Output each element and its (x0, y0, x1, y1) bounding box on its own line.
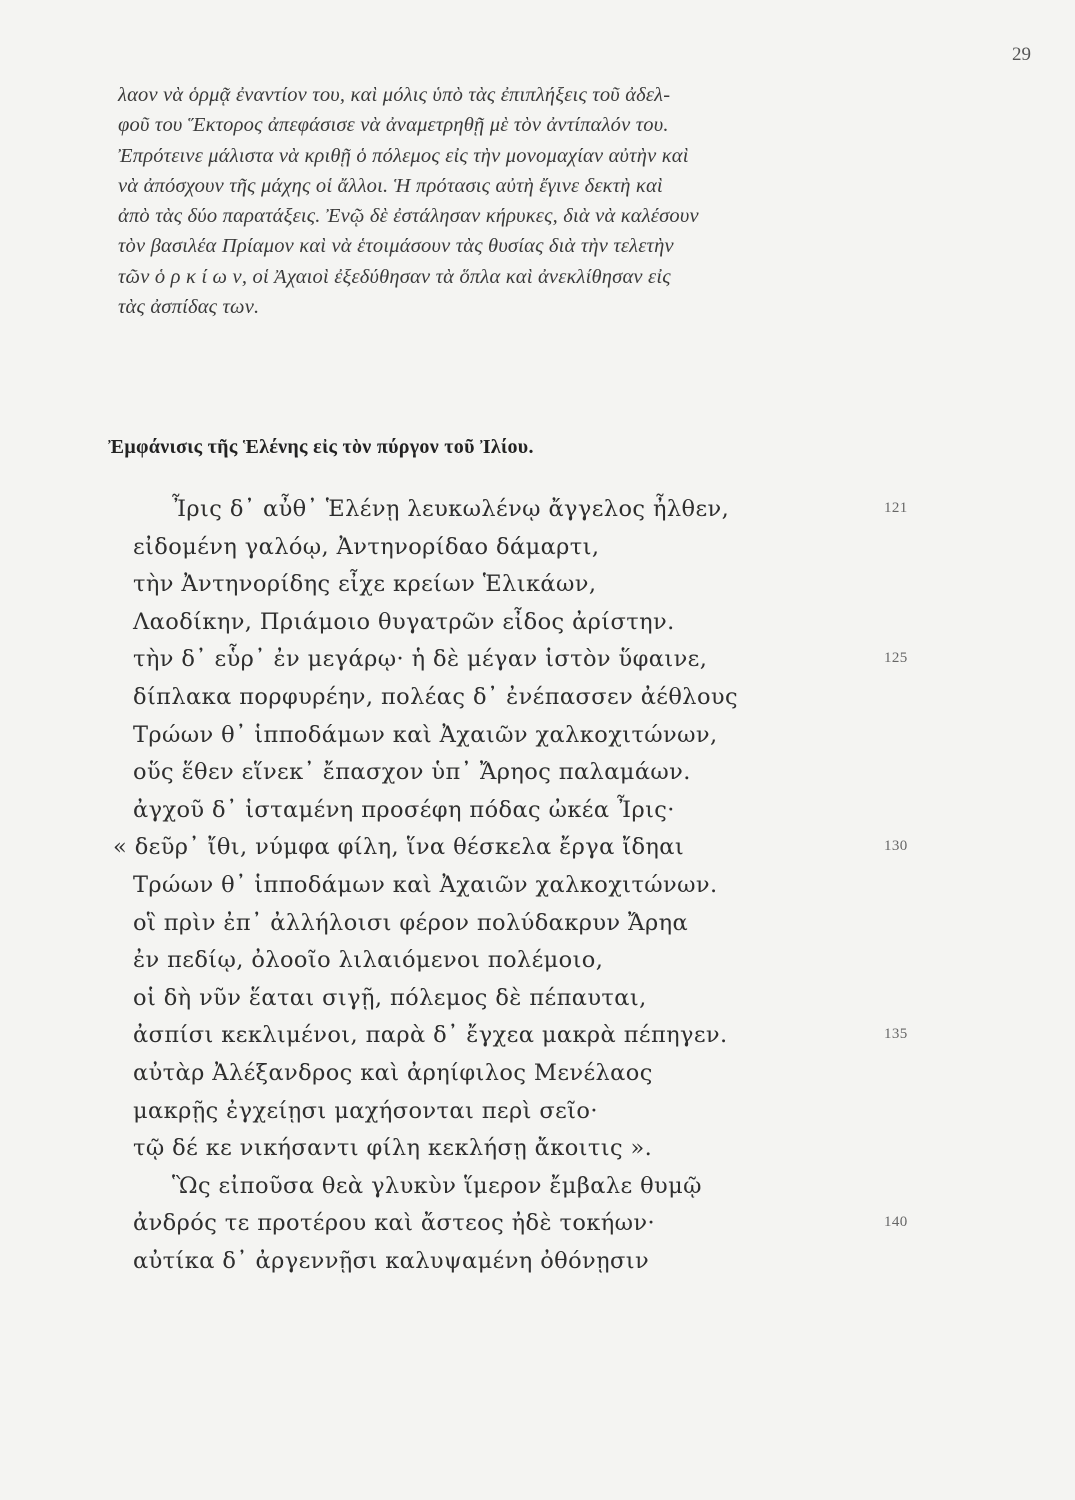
verse-text: τὴν δ᾽ εὗρ᾽ ἐν μεγάρῳ· ἡ δὲ μέγαν ἱστὸν ὕφαινε, (133, 646, 708, 673)
line-number: 130 (884, 838, 908, 855)
verse-text: οἳ πρὶν ἐπ᾽ ἀλλήλοισι φέρον πολύδακρυν Ἄρηα (133, 909, 689, 936)
verse-line (0, 947, 1075, 984)
prose-paragraph (118, 80, 953, 322)
verse-text: τῷ δέ κε νικήσαντι φίλη κεκλήσῃ ἄκοιτις ». (133, 1135, 653, 1162)
verse-text: αὐτίκα δ᾽ ἀργεννῇσι καλυψαμένη ὀθόνῃσιν (133, 1248, 650, 1274)
verse-line (0, 1210, 1075, 1247)
line-number: 135 (884, 1026, 908, 1043)
verse-text: Λαοδίκην, Πριάμοιο θυγατρῶν εἶδος ἀρίστην. (133, 608, 675, 635)
verse-line (0, 571, 1075, 608)
page-number: 29 (1012, 44, 1031, 65)
prose-line: ἀπὸ τὰς δύο παρατάξεις. Ἐνῷ δὲ ἐστάλησαν κήρυκες, διὰ νὰ καλέσουν (118, 205, 699, 228)
verse-line (0, 1098, 1075, 1135)
verse-line (0, 910, 1075, 947)
verse-line (0, 722, 1075, 759)
verse-line (0, 872, 1075, 909)
line-number: 140 (884, 1214, 908, 1231)
verse-line (0, 684, 1075, 721)
verse-line (0, 1248, 1075, 1285)
verse-text: οὕς ἕθεν εἵνεκ᾽ ἔπασχον ὑπ᾽ Ἄρηος παλαμάων. (133, 759, 691, 786)
verse-line (0, 834, 1075, 871)
verse-line (0, 759, 1075, 796)
verse-text: Ἶρις δ᾽ αὖθ᾽ Ἑλένῃ λευκωλένῳ ἄγγελος ἦλθεν, (172, 496, 730, 522)
verse-text: αὐτὰρ Ἀλέξανδρος καὶ ἀρηίφιλος Μενέλαος (133, 1060, 653, 1086)
verse-text: οἱ δὴ νῦν ἕαται σιγῇ, πόλεμος δὲ πέπαυται, (133, 984, 647, 1011)
verse-line (0, 1022, 1075, 1059)
verse-text: τὴν Ἀντηνορίδης εἶχε κρείων Ἑλικάων, (133, 571, 597, 598)
verse-text: ἀσπίσι κεκλιμένοι, παρὰ δ᾽ ἔγχεα μακρὰ πέπηγεν. (133, 1022, 728, 1049)
verse-line (0, 1135, 1075, 1172)
verse-line (0, 646, 1075, 683)
line-number: 125 (884, 650, 908, 667)
verse-text: Ὣς εἰποῦσα θεὰ γλυκὺν ἵμερον ἔμβαλε θυμῷ (172, 1172, 702, 1199)
prose-line: τῶν ὁ ρ κ ί ω ν, οἱ Ἀχαιοὶ ἐξεδύθησαν τὰ ὅπλα καὶ ἀνεκλίθησαν εἰς (118, 265, 671, 288)
verse-text: μακρῇς ἐγχείῃσι μαχήσονται περὶ σεῖο· (133, 1097, 598, 1124)
prose-line: Ἐπρότεινε μάλιστα νὰ κριθῇ ὁ πόλεμος εἰς τὴν μονομαχίαν αὐτὴν καὶ (118, 144, 689, 167)
verse-text: « δεῦρ᾽ ἴθι, νύμφα φίλη, ἵνα θέσκελα ἔργα ἴδηαι (113, 834, 685, 861)
verse-text: δίπλακα πορφυρέην, πολέας δ᾽ ἐνέπασσεν ἀέθλους (133, 684, 738, 710)
prose-line: φοῦ του Ἕκτορος ἀπεφάσισε νὰ ἀναμετρηθῇ μὲ τὸν ἀντίπαλόν του. (118, 114, 669, 137)
verse-text: ἀγχοῦ δ᾽ ἱσταμένη προσέφη πόδας ὠκέα Ἶρις· (133, 796, 675, 823)
prose-line: τὸν βασιλέα Πρίαμον καὶ νὰ ἑτοιμάσουν τὰς θυσίας διὰ τὴν τελετὴν (118, 235, 674, 258)
verse-line (0, 797, 1075, 834)
verse-text: Τρώων θ᾽ ἱπποδάμων καὶ Ἀχαιῶν χαλκοχιτώνων, (133, 721, 718, 748)
verse-line (0, 609, 1075, 646)
verse-line (0, 985, 1075, 1022)
section-heading: Ἐμφάνισις τῆς Ἑλένης εἰς τὸν πύργον τοῦ Ἰλίου. (108, 436, 534, 458)
verse-text: εἰδομένη γαλόῳ, Ἀντηνορίδαο δάμαρτι, (133, 533, 600, 560)
verse-line (0, 1060, 1075, 1097)
verse-text: ἐν πεδίῳ, ὀλοοῖο λιλαιόμενοι πολέμοιο, (133, 947, 604, 974)
prose-line: τὰς ἀσπίδας των. (118, 296, 260, 319)
verse-line (0, 496, 1075, 533)
verse-line (0, 534, 1075, 571)
prose-line: νὰ ἀπόσχουν τῆς μάχης οἱ ἄλλοι. Ἡ πρότασις αὐτὴ ἔγινε δεκτὴ καὶ (118, 174, 663, 197)
prose-line: λαον νὰ ὁρμᾷ ἐναντίον του, καὶ μόλις ὑπὸ τὰς ἐπιπλήξεις τοῦ ἀδελ- (118, 84, 671, 106)
verse-text: Τρώων θ᾽ ἱπποδάμων καὶ Ἀχαιῶν χαλκοχιτώνων. (133, 872, 718, 898)
line-number: 121 (884, 500, 908, 516)
verse-text: ἀνδρός τε προτέρου καὶ ἄστεος ἠδὲ τοκήων· (133, 1210, 656, 1237)
verse-line (0, 1173, 1075, 1210)
